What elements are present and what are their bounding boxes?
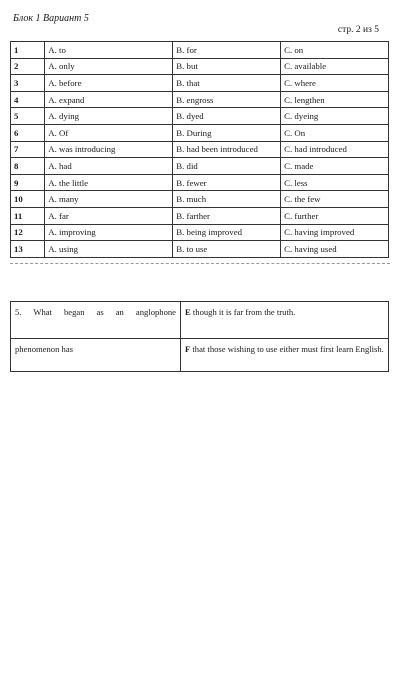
option-b: B. did: [173, 158, 281, 175]
option-e-text: though it is far from the truth.: [190, 307, 296, 317]
answer-row: [11, 58, 389, 75]
answer-row: [11, 158, 389, 175]
option-b: B. much: [173, 191, 281, 208]
answer-number: 5: [11, 108, 45, 125]
question-5-start: [11, 302, 181, 339]
option-b: B. but: [173, 58, 281, 75]
option-b: B. had been introduced: [173, 141, 281, 158]
matching-row: [11, 339, 389, 372]
option-f-letter: F: [185, 344, 191, 354]
option-c: C. on: [281, 42, 389, 59]
option-c: C. dyeing: [281, 108, 389, 125]
option-a: A. to: [45, 42, 173, 59]
option-b: B. for: [173, 42, 281, 59]
option-b: B. being improved: [173, 224, 281, 241]
option-e-letter: E: [185, 307, 191, 317]
answer-row: [11, 191, 389, 208]
option-f: [181, 339, 389, 372]
option-c: C. further: [281, 207, 389, 224]
answer-row: [11, 241, 389, 258]
option-a: A. had: [45, 158, 173, 175]
option-a: A. expand: [45, 91, 173, 108]
option-a: A. dying: [45, 108, 173, 125]
page-indicator: стр. 2 из 5: [337, 25, 379, 35]
option-a: A. before: [45, 75, 173, 92]
option-b: B. fewer: [173, 174, 281, 191]
answer-number: 13: [11, 241, 45, 258]
answer-row: [11, 91, 389, 108]
option-c: C. less: [281, 174, 389, 191]
option-c: C. the few: [281, 191, 389, 208]
option-c: C. available: [281, 58, 389, 75]
answer-number: 3: [11, 75, 45, 92]
option-a: A. the little: [45, 174, 173, 191]
option-a: A. far: [45, 207, 173, 224]
option-c: C. lengthen: [281, 91, 389, 108]
answer-number: 6: [11, 124, 45, 141]
answer-row: [11, 141, 389, 158]
option-c: C. where: [281, 75, 389, 92]
answer-row: [11, 207, 389, 224]
answer-number: 1: [11, 42, 45, 59]
option-b: B. to use: [173, 241, 281, 258]
option-a: A. was introducing: [45, 141, 173, 158]
answer-row: [11, 174, 389, 191]
option-c: C. made: [281, 158, 389, 175]
answer-number: 11: [11, 207, 45, 224]
answer-number: 7: [11, 141, 45, 158]
option-b: B. that: [173, 75, 281, 92]
answer-number: 10: [11, 191, 45, 208]
page-cut-divider: [10, 263, 390, 269]
block-variant-label: Блок 1 Вариант 5: [13, 13, 89, 24]
answer-row: [11, 108, 389, 125]
option-a: A. improving: [45, 224, 173, 241]
answer-number: 4: [11, 91, 45, 108]
matching-row: [11, 302, 389, 339]
option-c: C. had introduced: [281, 141, 389, 158]
option-b: B. farther: [173, 207, 281, 224]
option-c: C. On: [281, 124, 389, 141]
option-a: A. many: [45, 191, 173, 208]
answer-number: 9: [11, 174, 45, 191]
option-a: A. only: [45, 58, 173, 75]
answer-row: [11, 75, 389, 92]
option-e: [181, 302, 389, 339]
question-5-line-1: 5. What began as an anglophone: [15, 307, 176, 317]
option-c: C. having used: [281, 241, 389, 258]
answer-row: [11, 124, 389, 141]
answer-row: [11, 224, 389, 241]
option-b: B. dyed: [173, 108, 281, 125]
option-c: C. having improved: [281, 224, 389, 241]
option-f-text: that those wishing to use either must first learn English.: [190, 344, 384, 354]
answer-row: [11, 42, 389, 59]
option-b: B. During: [173, 124, 281, 141]
question-5-cont: [11, 339, 181, 372]
option-a: A. using: [45, 241, 173, 258]
answer-number: 8: [11, 158, 45, 175]
answer-number: 2: [11, 58, 45, 75]
matching-table: [10, 301, 389, 372]
option-b: B. engross: [173, 91, 281, 108]
question-5-line-2: phenomenon has: [15, 344, 73, 354]
option-a: A. Of: [45, 124, 173, 141]
answer-options-table: [10, 41, 389, 258]
answer-number: 12: [11, 224, 45, 241]
